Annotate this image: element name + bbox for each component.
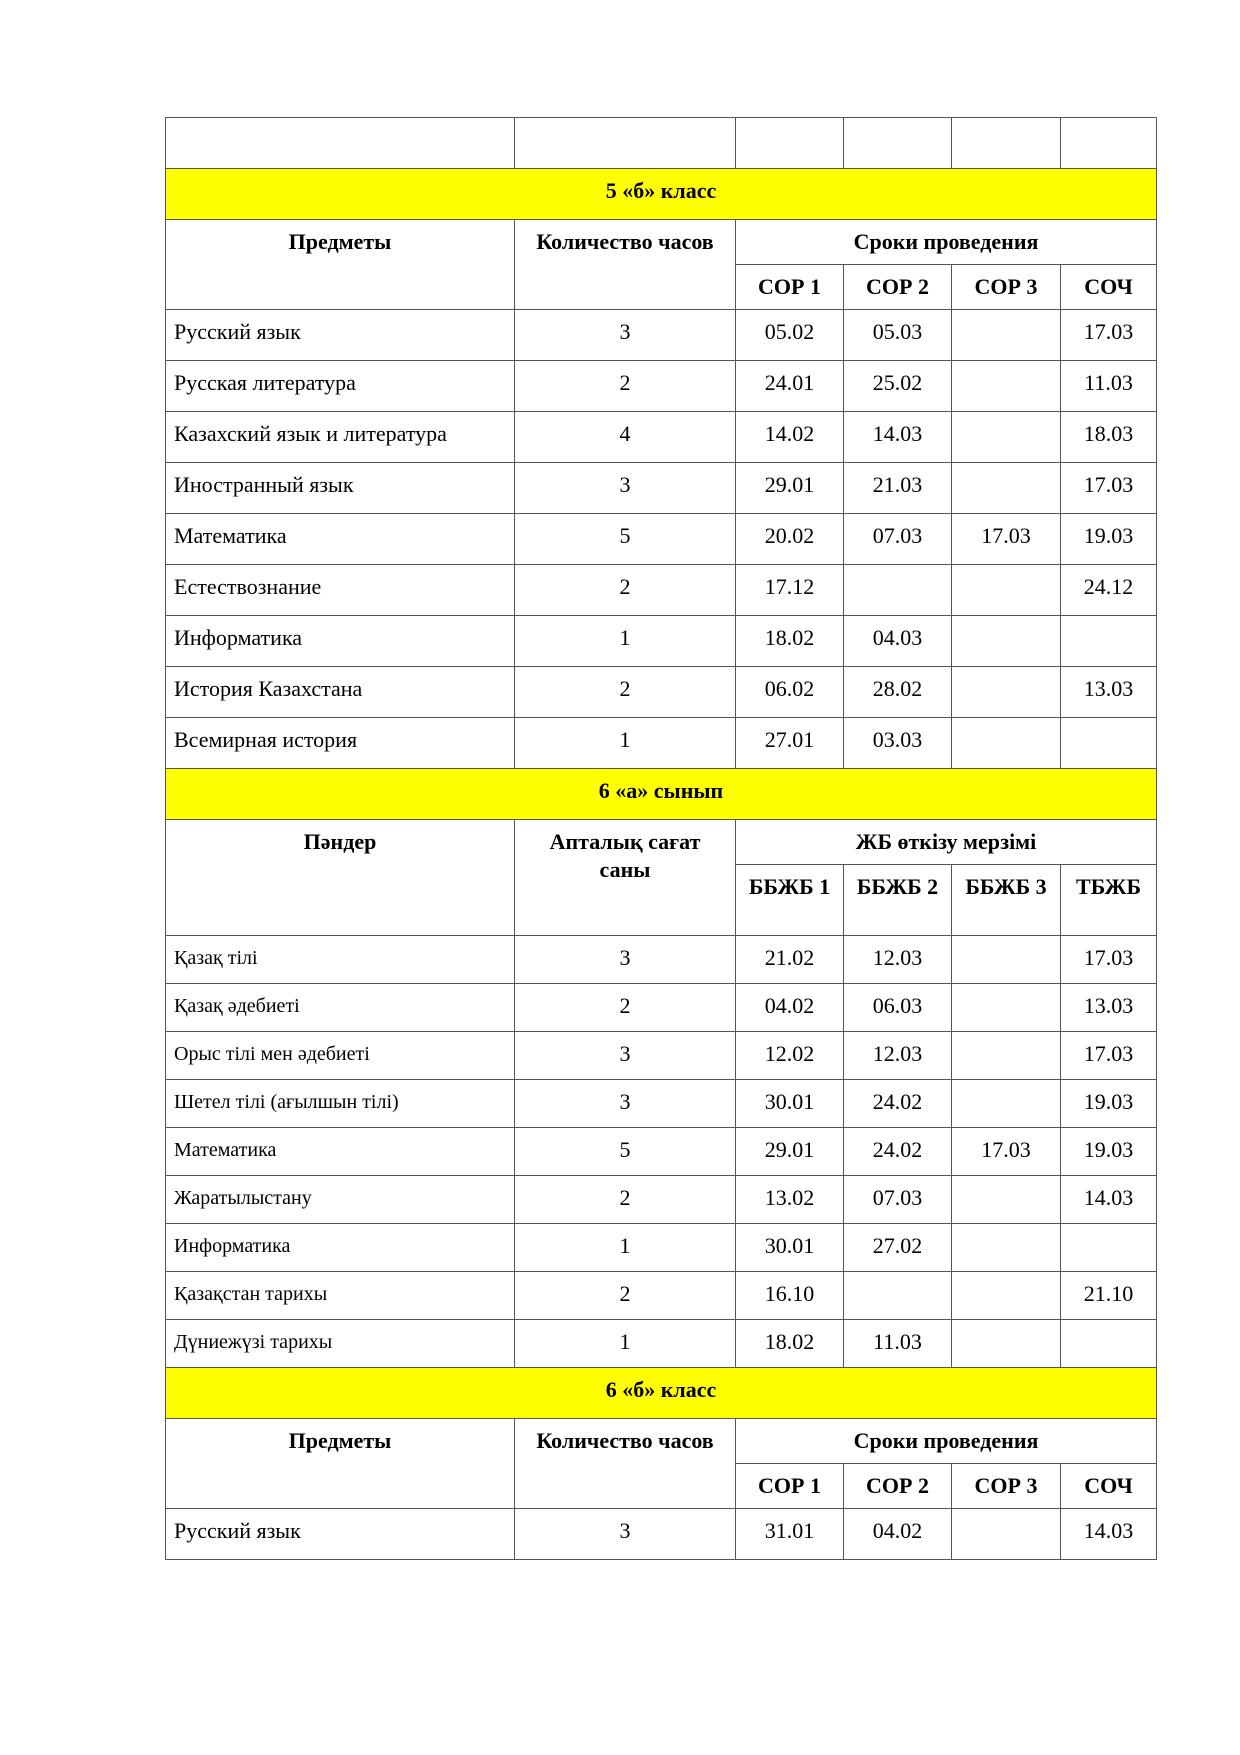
dates-header: Сроки проведения [736,1419,1157,1464]
table-row [166,1176,1157,1224]
date-cell: 07.03 [844,514,952,565]
date-cell [952,412,1061,463]
date-cell: 30.01 [736,1224,844,1272]
assessment-column-header: СОР 1 [736,265,844,310]
hours-cell: 3 [515,936,736,984]
date-cell: 18.02 [736,616,844,667]
date-cell: 24.12 [1061,565,1157,616]
header-row [166,220,1157,265]
hours-cell: 2 [515,984,736,1032]
date-cell: 18.03 [1061,412,1157,463]
subject-cell: Қазақ тілі [166,936,515,984]
assessment-column-header: СОР 2 [844,265,952,310]
date-cell: 13.03 [1061,667,1157,718]
table-row [166,718,1157,769]
hours-cell: 1 [515,616,736,667]
date-cell: 20.02 [736,514,844,565]
table-row [166,1224,1157,1272]
date-cell: 04.03 [844,616,952,667]
table-row [166,1509,1157,1560]
assessment-column-header: СОР 3 [952,1464,1061,1509]
table-row [166,1032,1157,1080]
date-cell [1061,718,1157,769]
table-row [166,616,1157,667]
subject-cell: Қазақстан тарихы [166,1272,515,1320]
table-row [166,1128,1157,1176]
date-cell: 12.03 [844,1032,952,1080]
hours-cell: 5 [515,514,736,565]
date-cell: 21.03 [844,463,952,514]
table-row [166,565,1157,616]
section-title: 5 «б» класс [166,169,1157,220]
date-cell: 29.01 [736,1128,844,1176]
section-title-row [166,769,1157,820]
subject-cell: Қазақ әдебиеті [166,984,515,1032]
subject-header: Предметы [166,1419,515,1509]
date-cell: 05.02 [736,310,844,361]
dates-header: Сроки проведения [736,220,1157,265]
table-row [166,412,1157,463]
date-cell: 21.02 [736,936,844,984]
date-cell: 12.02 [736,1032,844,1080]
date-cell [952,1032,1061,1080]
hours-cell: 1 [515,1320,736,1368]
hours-cell: 1 [515,718,736,769]
date-cell: 04.02 [844,1509,952,1560]
date-cell [952,718,1061,769]
date-cell [844,1272,952,1320]
section-title-row [166,169,1157,220]
hours-header: Количество часов [515,220,736,310]
date-cell [952,1080,1061,1128]
date-cell [952,1509,1061,1560]
table-row [166,1320,1157,1368]
hours-cell: 2 [515,361,736,412]
date-cell: 19.03 [1061,514,1157,565]
table-row [166,310,1157,361]
date-cell: 18.02 [736,1320,844,1368]
header-row [166,1419,1157,1464]
date-cell [952,361,1061,412]
assessment-column-header: СОЧ [1061,265,1157,310]
date-cell: 17.03 [1061,1032,1157,1080]
subject-header: Предметы [166,220,515,310]
date-cell: 14.03 [844,412,952,463]
date-cell: 11.03 [844,1320,952,1368]
date-cell [844,565,952,616]
subject-cell: Иностранный язык [166,463,515,514]
table-row [166,361,1157,412]
date-cell: 14.03 [1061,1176,1157,1224]
date-cell: 21.10 [1061,1272,1157,1320]
section-title: 6 «а» сынып [166,769,1157,820]
subject-cell: Русский язык [166,310,515,361]
date-cell: 24.01 [736,361,844,412]
table-row [166,1080,1157,1128]
assessment-column-header: СОР 3 [952,265,1061,310]
date-cell [1061,616,1157,667]
section-title: 6 «б» класс [166,1368,1157,1419]
hours-cell: 5 [515,1128,736,1176]
date-cell [1061,1224,1157,1272]
assessment-schedule-table [165,117,1157,1560]
subject-cell: Дүниежүзі тарихы [166,1320,515,1368]
date-cell: 24.02 [844,1080,952,1128]
date-cell: 04.02 [736,984,844,1032]
hours-cell: 3 [515,1032,736,1080]
section-title-row [166,1368,1157,1419]
date-cell [952,667,1061,718]
table-row [166,1272,1157,1320]
date-cell: 07.03 [844,1176,952,1224]
date-cell [952,463,1061,514]
date-cell [952,565,1061,616]
date-cell: 03.03 [844,718,952,769]
date-cell: 13.03 [1061,984,1157,1032]
date-cell: 19.03 [1061,1080,1157,1128]
empty-cell [1061,118,1157,169]
date-cell: 11.03 [1061,361,1157,412]
date-cell: 27.02 [844,1224,952,1272]
subject-cell: Математика [166,1128,515,1176]
assessment-column-header: ТБЖБ [1061,865,1157,936]
date-cell [952,1320,1061,1368]
table-row [166,667,1157,718]
hours-cell: 1 [515,1224,736,1272]
subject-cell: Жаратылыстану [166,1176,515,1224]
assessment-column-header: ББЖБ 3 [952,865,1061,936]
assessment-column-header: СОР 2 [844,1464,952,1509]
date-cell [952,1272,1061,1320]
date-cell: 14.03 [1061,1509,1157,1560]
date-cell: 06.02 [736,667,844,718]
subject-cell: Казахский язык и литература [166,412,515,463]
hours-cell: 3 [515,1509,736,1560]
date-cell: 24.02 [844,1128,952,1176]
empty-cell [736,118,844,169]
date-cell [952,1224,1061,1272]
date-cell: 17.03 [1061,936,1157,984]
date-cell [952,616,1061,667]
date-cell: 06.03 [844,984,952,1032]
hours-header: Апталық сағат саны [515,820,736,936]
date-cell: 17.03 [1061,310,1157,361]
date-cell [952,310,1061,361]
empty-cell [166,118,515,169]
date-cell: 17.12 [736,565,844,616]
date-cell: 29.01 [736,463,844,514]
empty-top-row [166,118,1157,169]
hours-header: Количество часов [515,1419,736,1509]
subject-header: Пәндер [166,820,515,936]
date-cell: 12.03 [844,936,952,984]
subject-cell: Информатика [166,1224,515,1272]
date-cell: 25.02 [844,361,952,412]
table-row [166,984,1157,1032]
subject-cell: Информатика [166,616,515,667]
date-cell [1061,1320,1157,1368]
table-row [166,463,1157,514]
date-cell: 16.10 [736,1272,844,1320]
date-cell: 28.02 [844,667,952,718]
date-cell: 30.01 [736,1080,844,1128]
subject-cell: Естествознание [166,565,515,616]
date-cell: 19.03 [1061,1128,1157,1176]
assessment-column-header: ББЖБ 2 [844,865,952,936]
subject-cell: Математика [166,514,515,565]
date-cell [952,1176,1061,1224]
hours-cell: 2 [515,565,736,616]
date-cell [952,984,1061,1032]
empty-cell [844,118,952,169]
hours-cell: 3 [515,1080,736,1128]
subject-cell: Шетел тілі (ағылшын тілі) [166,1080,515,1128]
subject-cell: Орыс тілі мен әдебиеті [166,1032,515,1080]
hours-cell: 2 [515,1176,736,1224]
date-cell: 17.03 [1061,463,1157,514]
date-cell: 13.02 [736,1176,844,1224]
subject-cell: История Казахстана [166,667,515,718]
table-row [166,936,1157,984]
table-row [166,514,1157,565]
empty-cell [952,118,1061,169]
assessment-column-header: ББЖБ 1 [736,865,844,936]
date-cell: 17.03 [952,1128,1061,1176]
dates-header: ЖБ өткізу мерзімі [736,820,1157,865]
subject-cell: Всемирная история [166,718,515,769]
hours-cell: 3 [515,310,736,361]
date-cell: 14.02 [736,412,844,463]
hours-cell: 4 [515,412,736,463]
assessment-column-header: СОЧ [1061,1464,1157,1509]
hours-cell: 3 [515,463,736,514]
subject-cell: Русская литература [166,361,515,412]
assessment-column-header: СОР 1 [736,1464,844,1509]
hours-cell: 2 [515,1272,736,1320]
date-cell: 17.03 [952,514,1061,565]
date-cell: 31.01 [736,1509,844,1560]
date-cell [952,936,1061,984]
header-row [166,820,1157,865]
hours-cell: 2 [515,667,736,718]
empty-cell [515,118,736,169]
table-body [166,118,1157,1560]
date-cell: 27.01 [736,718,844,769]
subject-cell: Русский язык [166,1509,515,1560]
date-cell: 05.03 [844,310,952,361]
